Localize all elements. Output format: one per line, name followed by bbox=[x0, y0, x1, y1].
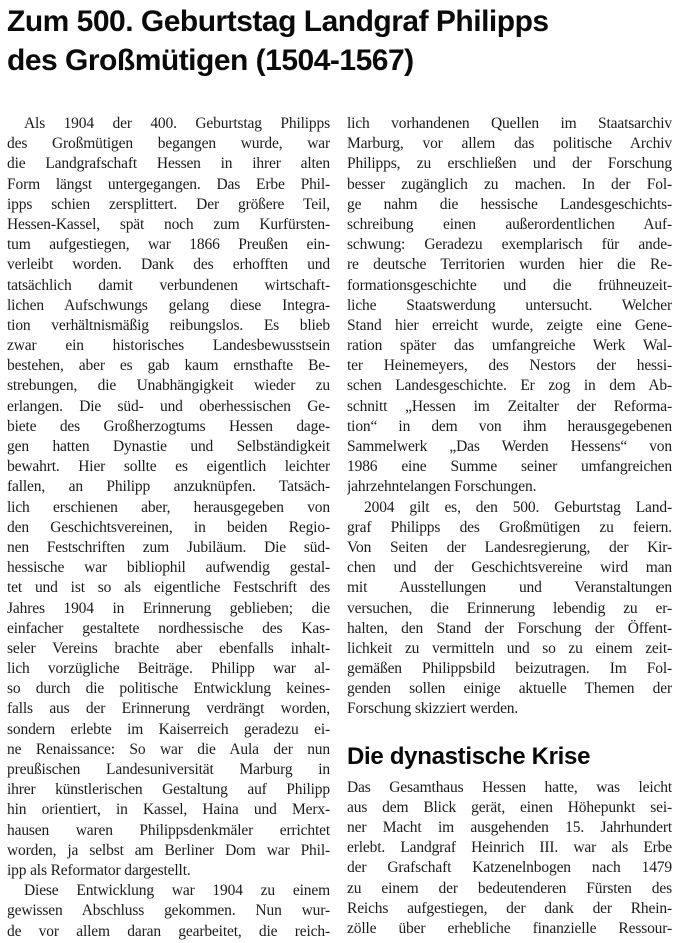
text-line: jahrzehntelangen Forschungen. bbox=[347, 478, 537, 496]
column-left bbox=[7, 114, 330, 942]
text-line: hessische war bibliophil aufwendig gestal- bbox=[7, 559, 330, 577]
text-line: schreibung einen außerordentlichen Auf- bbox=[347, 215, 672, 233]
text-line: Jahres 1904 in Erinnerung geblieben; die bbox=[7, 599, 330, 617]
text-line: falls aus der Erinnerung verdrängt worden, bbox=[7, 700, 330, 718]
text-line: hin orientiert, in Kassel, Haina und Merx- bbox=[7, 801, 330, 819]
text-line: bestehen, aber es gab kaum ernsthafte Be- bbox=[7, 357, 330, 375]
section-heading: Die dynastische Krise bbox=[347, 742, 591, 770]
text-line: worden, ja selbst am Berliner Dom war Phil- bbox=[7, 841, 330, 859]
text-line: de vor allem daran gearbeitet, die reich- bbox=[7, 922, 330, 940]
text-line: biete des Großherzogtums Hessen dage- bbox=[7, 417, 330, 435]
text-line: den Geschichtsvereinen, in beiden Regio- bbox=[7, 518, 330, 536]
text-line: Von Seiten der Landesregierung, der Kir- bbox=[347, 538, 672, 556]
text-line: Das Gesamthaus Hessen hatte, was leicht bbox=[347, 778, 672, 796]
text-line: lichen Aufschwungs gelang diese Integra- bbox=[7, 296, 330, 314]
text-line: tatsächlich damit verbundenen wirtschaft- bbox=[7, 276, 330, 294]
text-line: Stand hier erreicht wurde, zeigte eine Gene- bbox=[347, 316, 672, 334]
text-line: ipps schien zersplittert. Der größere Teil, bbox=[7, 195, 330, 213]
column-right bbox=[347, 114, 672, 939]
text-line: des Großmütigen begangen wurde, war bbox=[7, 135, 330, 153]
text-line: graf Philipps des Großmütigen zu feiern. bbox=[347, 518, 672, 536]
text-line: Marburg, vor allem das politische Archiv bbox=[347, 135, 672, 153]
text-line: Sammelwerk „Das Werden Hessens“ von bbox=[347, 438, 672, 455]
text-line: gemäßen Philippsbild beizutragen. Im Fol- bbox=[347, 660, 672, 678]
text-line: Philipps, zu erschließen und der Forschung bbox=[347, 155, 672, 173]
text-line: re deutsche Territorien wurden hier die Re- bbox=[347, 256, 672, 274]
text-line: nen Festschriften zum Jubiläum. Die süd- bbox=[7, 538, 330, 556]
text-line: besser zugänglich zu machen. In der Fol- bbox=[347, 175, 672, 193]
text-line: tion verhältnismäßig reibungslos. Es blieb bbox=[7, 316, 330, 334]
text-line: verleibt worden. Dank des erhofften und bbox=[7, 256, 330, 274]
text-line: chen und der Geschichtsvereine wird man bbox=[347, 559, 672, 577]
text-line: gewissen Abschluss gekommen. Nun wur- bbox=[7, 902, 330, 920]
text-line: die Landgrafschaft Hessen in ihrer alten bbox=[7, 155, 330, 173]
text-line: ge nahm die hessische Landesgeschichts- bbox=[347, 195, 672, 213]
text-line: preußischen Landesuniversität Marburg in bbox=[7, 761, 330, 778]
text-line: fallen, an Philipp anzuknüpfen. Tatsäch- bbox=[7, 478, 330, 496]
text-line: lich vorzügliche Beiträge. Philipp war al- bbox=[7, 660, 330, 678]
text-line: tum aufgestiegen, war 1866 Preußen ein- bbox=[7, 236, 330, 254]
text-line: ner Macht im ausgehenden 15. Jahrhundert bbox=[347, 819, 672, 836]
text-line: liche Staatswerdung untersucht. Welcher bbox=[347, 296, 672, 314]
text-line: aus dem Blick gerät, einen Höhepunkt sei- bbox=[347, 798, 672, 816]
page-title-line-1: Zum 500. Geburtstag Landgraf Philipps bbox=[7, 5, 549, 38]
text-line: ipp als Reformator dargestellt. bbox=[7, 861, 191, 879]
text-line: ration später das umfangreiche Werk Wal- bbox=[347, 337, 672, 355]
text-line: genden sollen einige aktuelle Themen der bbox=[347, 680, 672, 698]
text-line: lich vorhandenen Quellen im Staatsarchiv bbox=[347, 115, 672, 132]
text-line: Diese Entwicklung war 1904 zu einem bbox=[24, 882, 330, 900]
text-line: erlebt. Landgraf Heinrich III. war als Erbe bbox=[347, 839, 672, 857]
text-line: versuchen, die Erinnerung lebendig zu er- bbox=[347, 599, 672, 617]
text-line: halten, den Stand der Forschung der Öffent- bbox=[347, 619, 672, 637]
text-line: zu einem der bedeutenderen Fürsten des bbox=[347, 879, 672, 897]
text-line: ne Renaissance: So war die Aula der nun bbox=[7, 740, 330, 758]
text-line: lich erschienen aber, herausgegeben von bbox=[7, 498, 330, 516]
text-line: bewahrt. Hier sollte es eigentlich leichter bbox=[7, 458, 330, 476]
text-line: seler Vereins brachte aber ebenfalls inhalt- bbox=[7, 639, 330, 657]
text-line: Als 1904 der 400. Geburtstag Philipps bbox=[24, 115, 330, 132]
text-line: lichkeit zu vermitteln und so zu einem zeit- bbox=[347, 639, 672, 657]
text-line: Hessen-Kassel, spät noch zum Kurfürsten- bbox=[7, 215, 330, 233]
page-title bbox=[7, 2, 675, 80]
text-line: einfacher gestaltete nordhessische des Kas- bbox=[7, 619, 330, 637]
text-line: Form längst untergegangen. Das Erbe Phil- bbox=[7, 175, 330, 193]
text-line: 1986 eine Summe seiner umfangreichen bbox=[347, 458, 672, 476]
text-line: tion“ in dem von ihm herausgegebenen bbox=[347, 417, 672, 435]
text-line: tet und ist so als eigentliche Festschrift des bbox=[7, 579, 330, 597]
text-line: formationsgeschichte und die frühneuzeit- bbox=[347, 276, 672, 294]
text-line: der Grafschaft Katzenelnbogen nach 1479 bbox=[347, 859, 672, 877]
text-line: hausen waren Philippsdenkmäler errichtet bbox=[7, 821, 330, 839]
text-line: strebungen, die Unabhängigkeit wieder zu bbox=[7, 377, 330, 395]
text-line: erlangen. Die süd- und oberhessischen Ge- bbox=[7, 397, 330, 415]
text-line: so durch die politische Entwicklung keines- bbox=[7, 680, 330, 698]
text-line: 2004 gilt es, den 500. Geburtstag Land- bbox=[364, 498, 672, 516]
text-line: Forschung skizziert werden. bbox=[347, 700, 519, 718]
text-line: zölle über erhebliche finanzielle Ressour- bbox=[347, 919, 672, 937]
text-line: zwar ein historisches Landesbewusstsein bbox=[7, 337, 330, 355]
text-line: gen hatten Dynastie und Selbständigkeit bbox=[7, 438, 330, 455]
text-line: schen Landesgeschichte. Er zog in dem Ab- bbox=[347, 377, 672, 395]
page-title-line-2: des Großmütigen (1504-1567) bbox=[7, 44, 414, 77]
text-line: sondern erlebte im Kaiserreich geradezu ei- bbox=[7, 720, 330, 738]
text-line: schwung: Geradezu exemplarisch für ande- bbox=[347, 236, 672, 254]
text-line: ter Heinemeyers, des Nestors der hessi- bbox=[347, 357, 672, 375]
text-line: Reichs aufgestiegen, der dank der Rhein- bbox=[347, 899, 672, 917]
text-line: schnitt „Hessen im Zeitalter der Reforma- bbox=[347, 397, 672, 415]
text-line: ihrer künstlerischen Gestaltung auf Philipp bbox=[7, 781, 330, 799]
text-line: mit Ausstellungen und Veranstaltungen bbox=[347, 579, 672, 597]
